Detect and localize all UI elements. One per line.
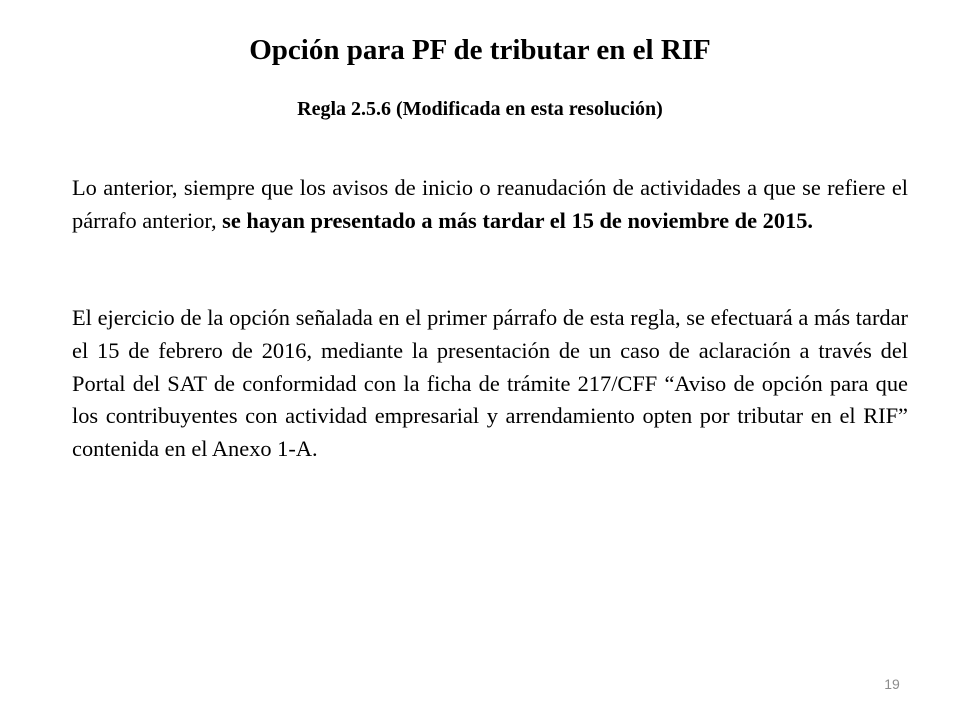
paragraph-1	[72, 172, 908, 238]
paragraph-1-text: Lo anterior, siempre que los avisos de inicio o reanudación de actividades a que se refiere el párrafo anterior,	[72, 175, 908, 233]
paragraph-1-bold-text: se hayan presentado a más tardar el 15 de noviembre de 2015.	[222, 207, 814, 233]
slide-title: Opción para PF de tributar en el RIF	[249, 34, 711, 66]
paragraph-2: El ejercicio de la opción señalada en el primer párrafo de esta regla, se efectuará a más tardar el 15 de febrero de 2016, mediante la presentación de un caso de aclaración a través del Portal del SAT de conformidad con la ficha de trámite 217/CFF “Aviso de opción para que los contribuyentes con actividad empresarial y arrendamiento opten por tributar en el RIF” contenida en el Anexo 1-A.	[72, 305, 908, 462]
slide-number: 19	[884, 676, 900, 692]
slide-subtitle: Regla 2.5.6 (Modificada en esta resolución)	[297, 98, 663, 120]
